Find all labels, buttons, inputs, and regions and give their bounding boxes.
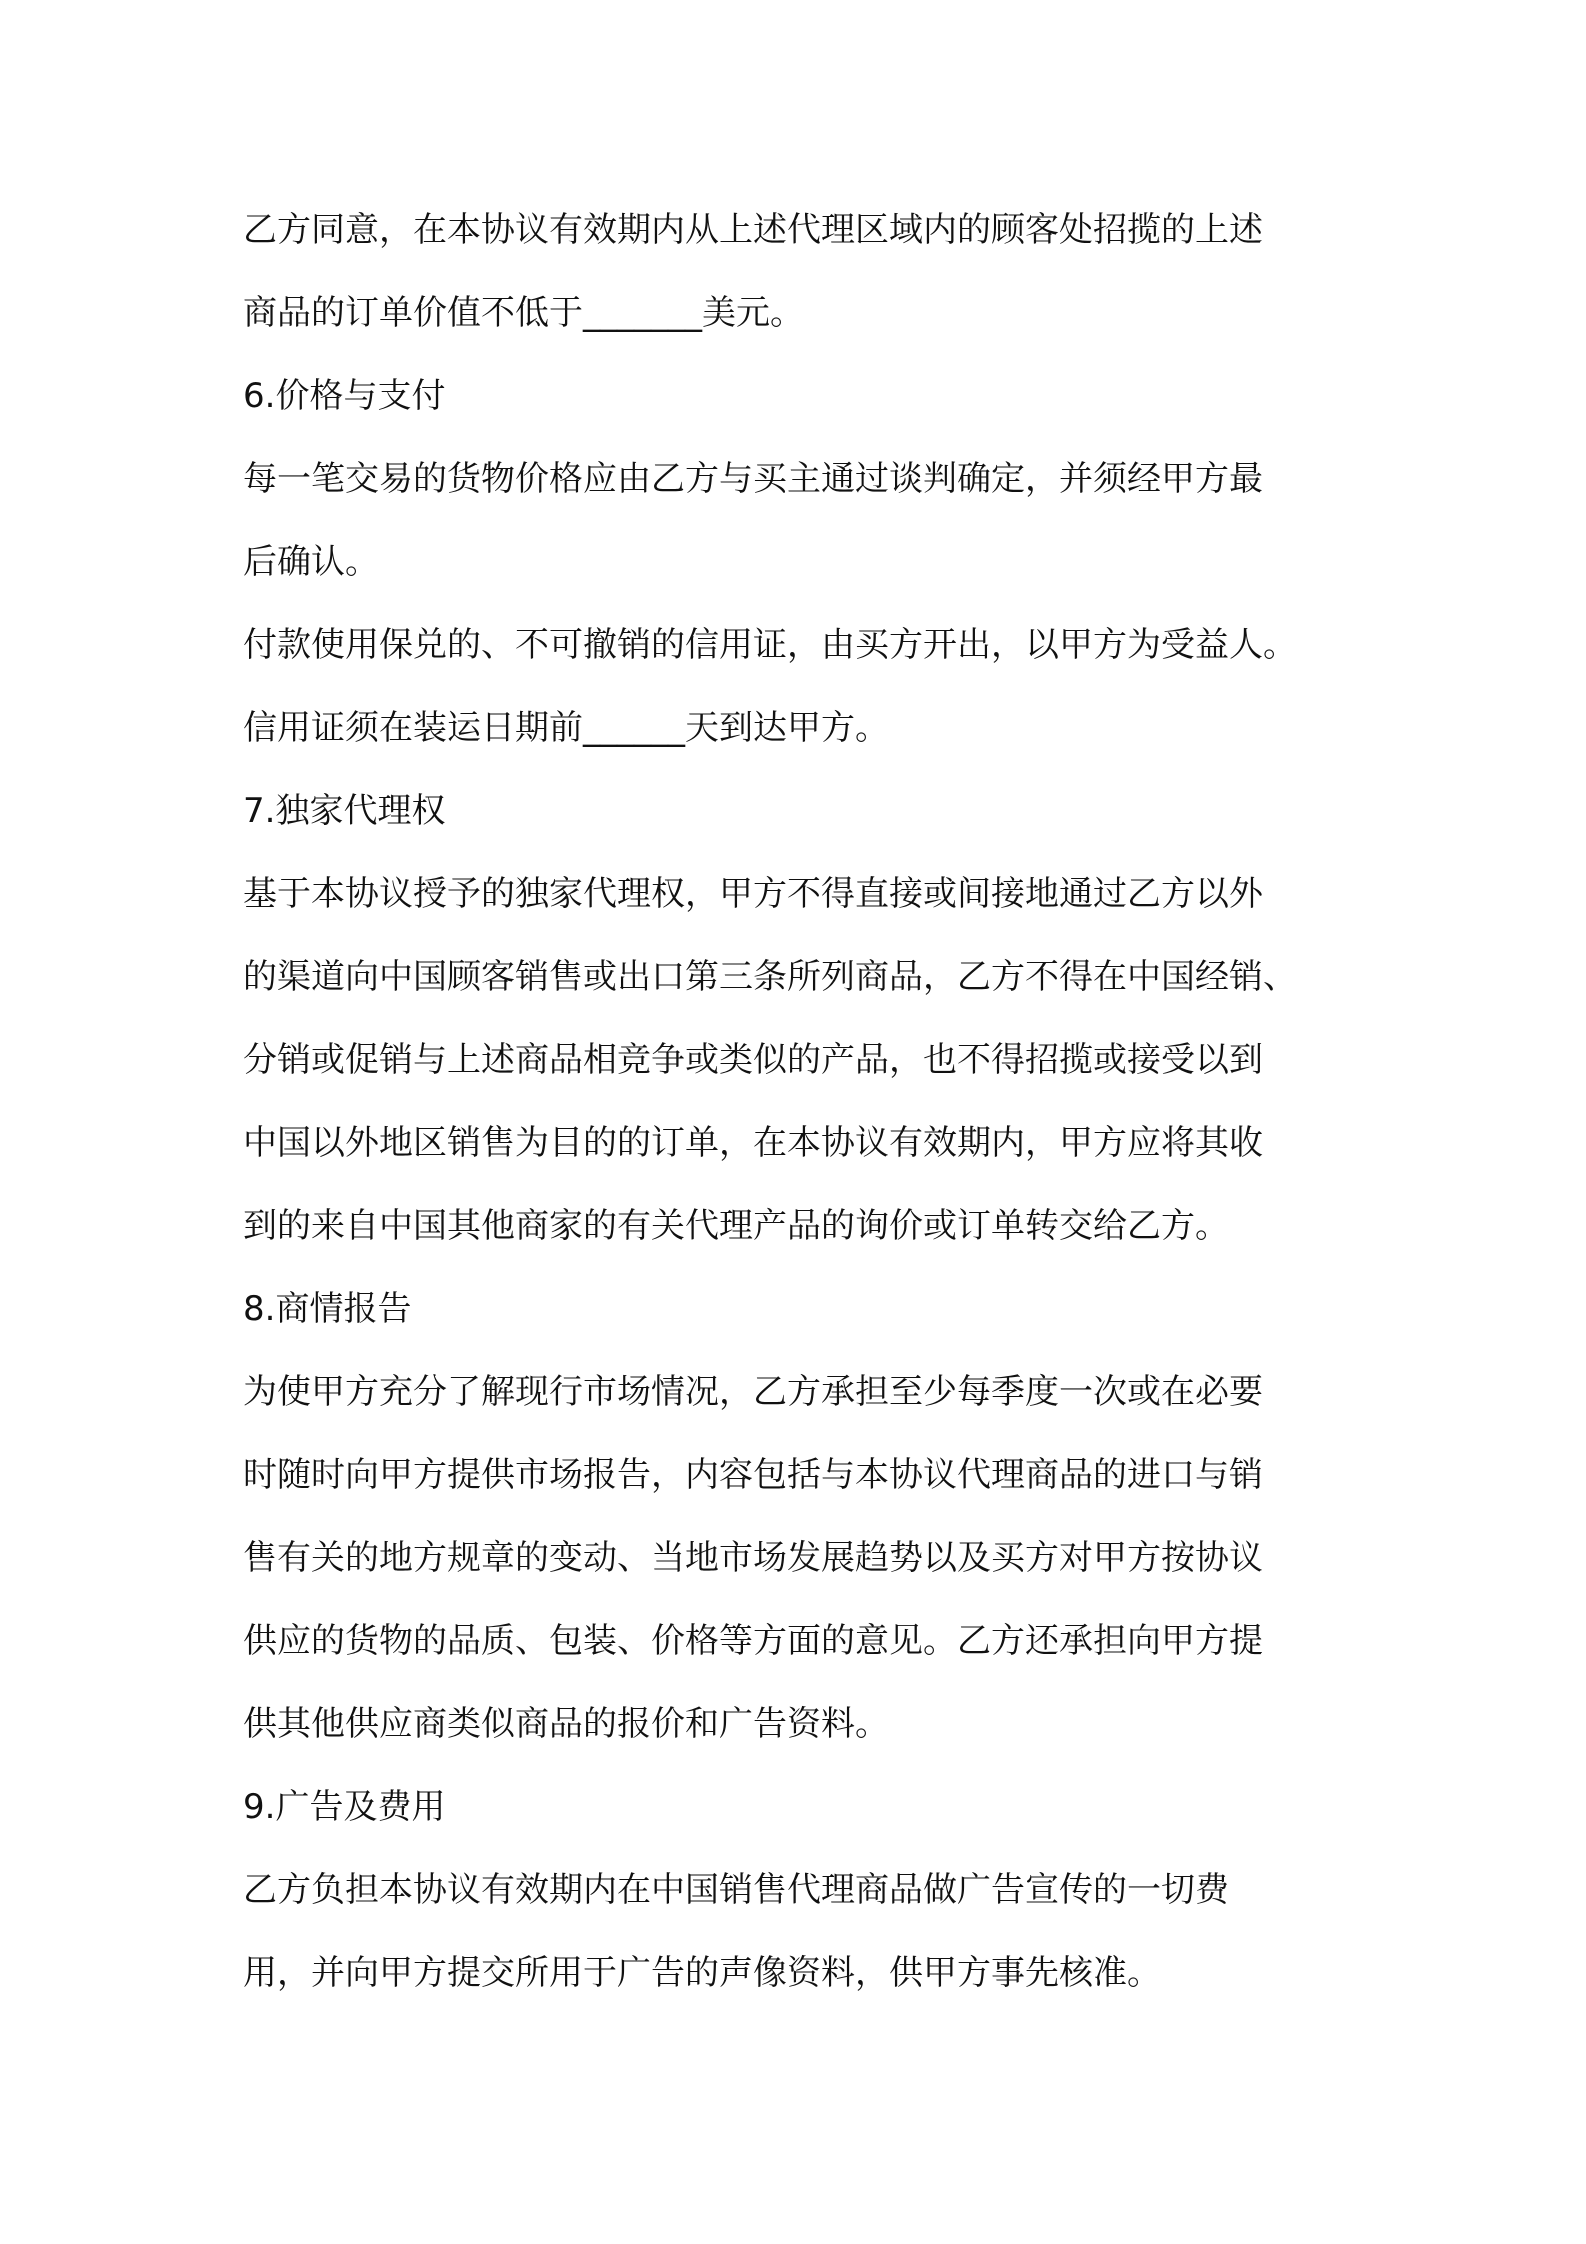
section-heading: 6.价格与支付	[243, 376, 446, 416]
body-line: 售有关的地方规章的变动、当地市场发展趋势以及买方对甲方按协议	[243, 1538, 1263, 1578]
body-line: 乙方负担本协议有效期内在中国销售代理商品做广告宣传的一切费	[243, 1870, 1229, 1910]
body-line: 商品的订单价值不低于_______美元。	[243, 293, 804, 333]
document-body	[243, 198, 1368, 2024]
body-line: 后确认。	[243, 542, 379, 582]
section-heading: 7.独家代理权	[243, 791, 446, 831]
body-line: 中国以外地区销售为目的的订单，在本协议有效期内，甲方应将其收	[243, 1123, 1263, 1163]
body-line: 信用证须在装运日期前______天到达甲方。	[243, 708, 889, 748]
body-line: 为使甲方充分了解现行市场情况，乙方承担至少每季度一次或在必要	[243, 1372, 1263, 1412]
section-heading: 9.广告及费用	[243, 1787, 446, 1827]
body-line: 用，并向甲方提交所用于广告的声像资料，供甲方事先核准。	[243, 1953, 1161, 1993]
body-line: 的渠道向中国顾客销售或出口第三条所列商品，乙方不得在中国经销、	[243, 957, 1297, 997]
body-line: 时随时向甲方提供市场报告，内容包括与本协议代理商品的进口与销	[243, 1455, 1263, 1495]
body-line: 供其他供应商类似商品的报价和广告资料。	[243, 1704, 889, 1744]
body-line: 基于本协议授予的独家代理权，甲方不得直接或间接地通过乙方以外	[243, 874, 1263, 914]
body-line: 付款使用保兑的、不可撤销的信用证，由买方开出，以甲方为受益人。	[243, 625, 1297, 665]
body-line: 到的来自中国其他商家的有关代理产品的询价或订单转交给乙方。	[243, 1206, 1229, 1246]
section-heading: 8.商情报告	[243, 1289, 412, 1329]
body-line: 供应的货物的品质、包装、价格等方面的意见。乙方还承担向甲方提	[243, 1621, 1263, 1661]
body-line: 乙方同意，在本协议有效期内从上述代理区域内的顾客处招揽的上述	[243, 210, 1263, 250]
body-line: 每一笔交易的货物价格应由乙方与买主通过谈判确定，并须经甲方最	[243, 459, 1263, 499]
body-line: 分销或促销与上述商品相竞争或类似的产品，也不得招揽或接受以到	[243, 1040, 1263, 1080]
